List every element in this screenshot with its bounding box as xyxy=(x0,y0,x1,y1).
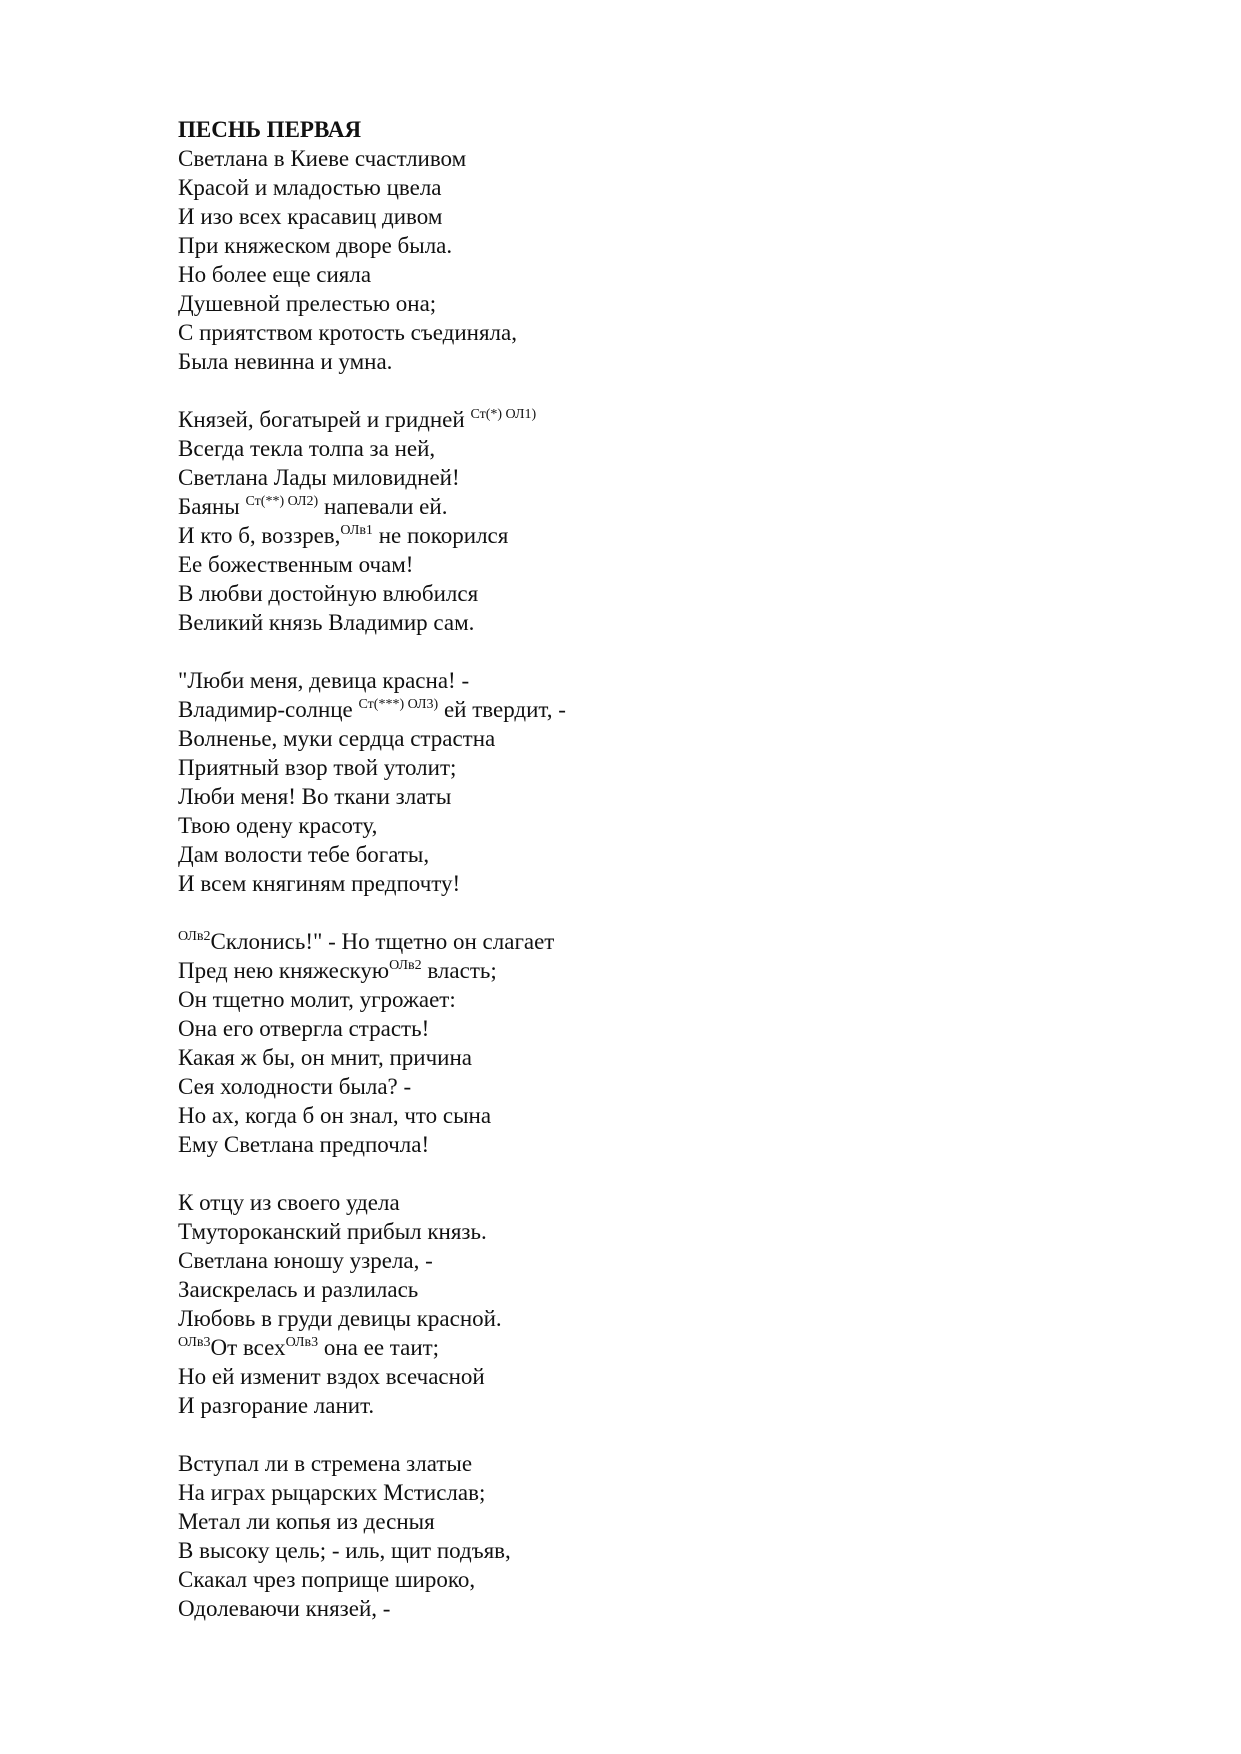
poem-line xyxy=(178,1072,1158,1101)
line-text: От всех xyxy=(210,1335,286,1360)
poem-line xyxy=(178,1014,1158,1043)
footnote-marker: ОЛв1 xyxy=(340,522,373,538)
line-text: Заискрелась и разлилась xyxy=(178,1277,419,1302)
line-text: С приятством кротость съединяла, xyxy=(178,320,517,345)
poem-line xyxy=(178,1130,1158,1159)
poem-line xyxy=(178,782,1158,811)
poem-line xyxy=(178,231,1158,260)
stanza xyxy=(178,666,1158,898)
stanza xyxy=(178,144,1158,376)
poem-line xyxy=(178,463,1158,492)
footnote-marker: ОЛв3 xyxy=(178,1334,211,1350)
poem-line xyxy=(178,202,1158,231)
line-text: Красой и младостью цвела xyxy=(178,175,442,200)
line-text: Сея холодности была? - xyxy=(178,1074,412,1099)
line-text: напевали ей. xyxy=(318,494,448,519)
poem-line xyxy=(178,173,1158,202)
line-text: При княжеском дворе была. xyxy=(178,233,453,258)
poem-line xyxy=(178,927,1158,956)
poem-line xyxy=(178,1565,1158,1594)
poem-line xyxy=(178,550,1158,579)
line-text: Пред нею княжескую xyxy=(178,958,390,983)
poem-line xyxy=(178,1304,1158,1333)
line-text: "Люби меня, девица красна! - xyxy=(178,668,470,693)
line-text: Твою одену красоту, xyxy=(178,813,378,838)
line-text: Какая ж бы, он мнит, причина xyxy=(178,1045,472,1070)
line-text: Вступал ли в стремена златые xyxy=(178,1451,473,1476)
line-text: Баяны xyxy=(178,494,246,519)
line-text: Одолеваючи князей, - xyxy=(178,1596,391,1621)
poem-line xyxy=(178,985,1158,1014)
document-page xyxy=(178,115,1158,1652)
stanza xyxy=(178,1449,1158,1623)
line-text: Ему Светлана предпочла! xyxy=(178,1132,430,1157)
poem-line xyxy=(178,1362,1158,1391)
poem-line xyxy=(178,1391,1158,1420)
footnote-marker: ОЛв2 xyxy=(178,928,211,944)
poem-line xyxy=(178,405,1158,434)
poem-line xyxy=(178,521,1158,550)
poem-line xyxy=(178,1449,1158,1478)
line-text: Душевной прелестью она; xyxy=(178,291,437,316)
line-text: Метал ли копья из десныя xyxy=(178,1509,435,1534)
stanza xyxy=(178,927,1158,1159)
line-text: Склонись!" - Но тщетно он слагает xyxy=(210,929,555,954)
line-text: И всем княгиням предпочту! xyxy=(178,871,461,896)
poem-line xyxy=(178,434,1158,463)
line-text: Владимир-солнце xyxy=(178,697,359,722)
poem-line xyxy=(178,1507,1158,1536)
poem-line xyxy=(178,1333,1158,1362)
line-text: Всегда текла толпа за ней, xyxy=(178,436,436,461)
line-text: Он тщетно молит, угрожает: xyxy=(178,987,456,1012)
poem-line xyxy=(178,579,1158,608)
poem-body xyxy=(178,144,1158,1623)
line-text: К отцу из своего удела xyxy=(178,1190,400,1215)
poem-line xyxy=(178,1217,1158,1246)
poem-line xyxy=(178,811,1158,840)
poem-line xyxy=(178,1478,1158,1507)
poem-line xyxy=(178,753,1158,782)
line-text: Дам волости тебе богаты, xyxy=(178,842,430,867)
stanza xyxy=(178,1188,1158,1420)
line-text: Люби меня! Во ткани златы xyxy=(178,784,452,809)
line-text: Но более еще сияла xyxy=(178,262,372,287)
poem-line xyxy=(178,666,1158,695)
line-text: И разгорание ланит. xyxy=(178,1393,375,1418)
poem-line xyxy=(178,1594,1158,1623)
line-text: Князей, богатырей и гридней xyxy=(178,407,471,432)
line-text: Но ей изменит вздох всечасной xyxy=(178,1364,485,1389)
line-text: И изо всех красавиц дивом xyxy=(178,204,443,229)
line-text: В высоку цель; - иль, щит подъяв, xyxy=(178,1538,511,1563)
line-text: Скакал чрез поприще широко, xyxy=(178,1567,476,1592)
line-text: Великий князь Владимир сам. xyxy=(178,610,475,635)
poem-line xyxy=(178,1246,1158,1275)
line-text: Но ах, когда б он знал, что сына xyxy=(178,1103,492,1128)
poem-line xyxy=(178,1275,1158,1304)
footnote-marker: Ст(***) ОЛ3) xyxy=(358,696,439,712)
poem-line xyxy=(178,144,1158,173)
line-text: власть; xyxy=(421,958,497,983)
line-text: Любовь в груди девицы красной. xyxy=(178,1306,502,1331)
poem-line xyxy=(178,318,1158,347)
stanza xyxy=(178,405,1158,637)
poem-line xyxy=(178,869,1158,898)
poem-line xyxy=(178,347,1158,376)
footnote-marker: ОЛв3 xyxy=(285,1334,319,1350)
line-text: Она его отвергла страсть! xyxy=(178,1016,430,1041)
poem-line xyxy=(178,608,1158,637)
poem-line xyxy=(178,492,1158,521)
line-text: не покорился xyxy=(372,523,509,548)
line-text: Светлана Лады миловидней! xyxy=(178,465,460,490)
poem-title: ПЕСНЬ ПЕРВАЯ xyxy=(178,117,362,142)
line-text: Ее божественным очам! xyxy=(178,552,414,577)
line-text: она ее таит; xyxy=(318,1335,440,1360)
poem-line xyxy=(178,1536,1158,1565)
poem-line xyxy=(178,260,1158,289)
poem-line xyxy=(178,289,1158,318)
line-text: Была невинна и умна. xyxy=(178,349,393,374)
line-text: ей твердит, - xyxy=(438,697,566,722)
line-text: На играх рыцарских Мстислав; xyxy=(178,1480,486,1505)
line-text: Светлана в Киеве счастливом xyxy=(178,146,467,171)
line-text: Светлана юношу узрела, - xyxy=(178,1248,433,1273)
line-text: И кто б, воззрев, xyxy=(178,523,341,548)
poem-line xyxy=(178,695,1158,724)
poem-line xyxy=(178,724,1158,753)
footnote-marker: Ст(**) ОЛ2) xyxy=(245,493,319,509)
line-text: Волненье, муки сердца страстна xyxy=(178,726,496,751)
line-text: Приятный взор твой утолит; xyxy=(178,755,457,780)
poem-line xyxy=(178,956,1158,985)
poem-line xyxy=(178,840,1158,869)
line-text: В любви достойную влюбился xyxy=(178,581,479,606)
line-text: Тмутороканский прибыл князь. xyxy=(178,1219,487,1244)
footnote-marker: ОЛв2 xyxy=(389,957,422,973)
poem-line xyxy=(178,1043,1158,1072)
poem-line xyxy=(178,1188,1158,1217)
poem-line xyxy=(178,1101,1158,1130)
footnote-marker: Ст(*) ОЛ1) xyxy=(470,406,537,422)
